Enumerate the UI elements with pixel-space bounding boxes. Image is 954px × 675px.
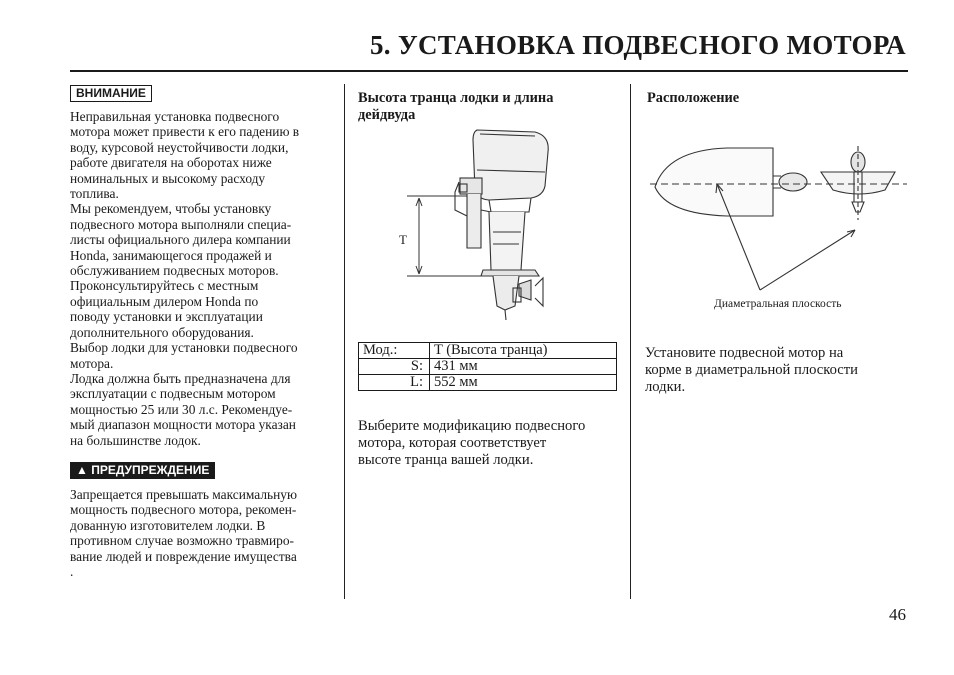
table-cell: S:	[359, 359, 430, 375]
table-cell: 552 мм	[430, 375, 617, 391]
warning-badge: ▲ ПРЕДУПРЕЖДЕНИЕ	[70, 462, 215, 479]
table-cell: L:	[359, 375, 430, 391]
table-header-row	[359, 343, 617, 359]
spec-table	[358, 342, 617, 391]
table-row	[359, 359, 617, 375]
notice-badge: ВНИМАНИЕ	[70, 85, 152, 102]
notice-text: Неправильная установка подвесного мотора может привести к его падению в воду, курсовой неустойчивости лодки, работе двигателя на оборотах ниже номинальных и высокому расходу топлива. Мы рекомендуем, чтобы установку подвесного мотора выполняли специа- листы официального дилера компании Honda, занимающегося продажей и обслуживанием подвесных моторов. Проконсультируйтесь с местным официальным дилером Honda по поводу установки и эксплуатации дополнительного оборудования. Выбор лодки для установки подвесного мотора. Лодка должна быть предназначена для эксплуатации с подвесным мотором мощностью 25 или 30 л.с. Рекомендуе- мый диапазон мощности мотора указан на большинстве лодок.	[70, 109, 300, 448]
table-header-cell: Мод.:	[359, 343, 430, 359]
table-cell: 431 мм	[430, 359, 617, 375]
title-rule	[70, 70, 908, 72]
boat-location-diagram	[645, 140, 910, 320]
diagram-caption: Диаметральная плоскость	[714, 298, 842, 310]
table-row	[359, 375, 617, 391]
table-header-cell: T (Высота транца)	[430, 343, 617, 359]
dimension-label-t: T	[399, 232, 407, 247]
page-number: 46	[889, 605, 906, 624]
outboard-side-diagram	[385, 120, 575, 330]
column-divider-left	[344, 84, 345, 599]
page-title: 5. УСТАНОВКА ПОДВЕСНОГО МОТОРА	[369, 30, 906, 60]
transom-instruction: Выберите модификацию подвесного мотора, которая соответствует высоте транца вашей лодки.	[358, 418, 586, 468]
warning-text: Запрещается превышать максимальную мощность подвесного мотора, рекомен- дованную изготовителем лодки. В противном случае возможно травмиро- вание людей и повреждение имущества .	[70, 487, 297, 580]
column-divider-right	[630, 84, 631, 599]
location-instruction: Установите подвесной мотор на корме в диаметральной плоскости лодки.	[645, 345, 858, 395]
location-heading: Расположение	[647, 90, 740, 106]
transom-heading: Высота транца лодки и длина дейдвуда	[358, 90, 554, 123]
